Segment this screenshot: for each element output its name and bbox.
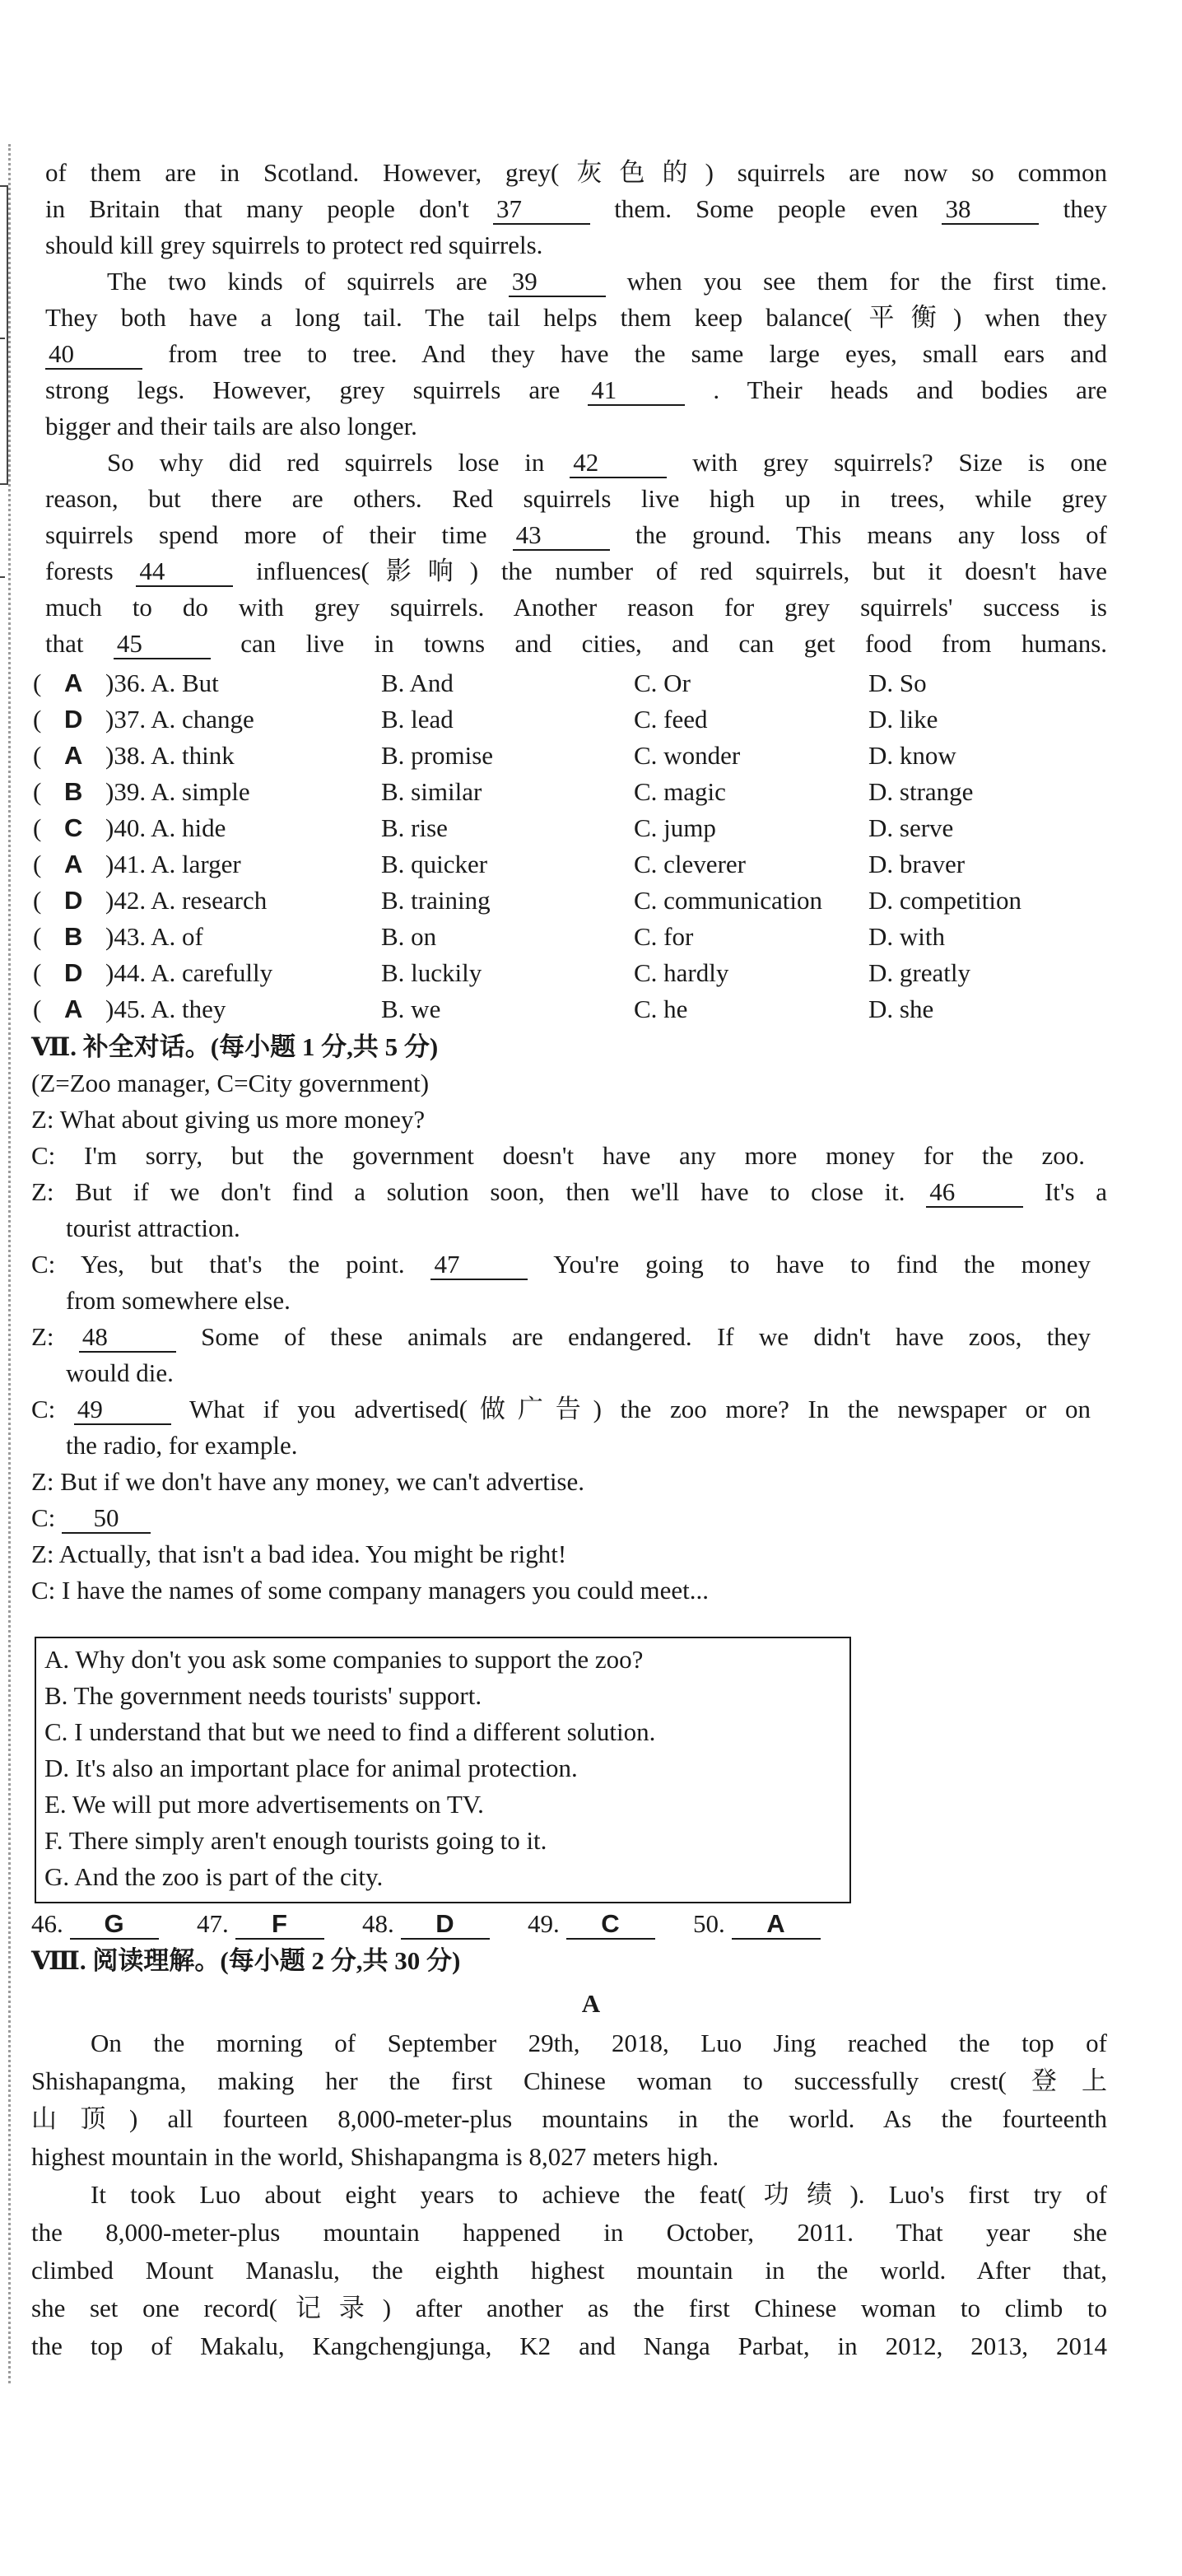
passage-line: squirrels spend more of their time 43 the ground. This means any loss of — [45, 520, 1108, 549]
blank-38: 38 — [942, 195, 1039, 225]
dialogue-line: would die. — [66, 1358, 174, 1387]
passage-line: strong legs. However, grey squirrels are 41 . Their heads and bodies are — [45, 375, 1107, 404]
blank-45: 45 — [114, 630, 211, 659]
binding-margin-tick — [0, 338, 5, 339]
binding-margin-dotted-line — [8, 144, 11, 2383]
passage-line: reason, but there are others. Red squirrels live high up in trees, while grey — [45, 484, 1107, 513]
dialogue-line: Z: What about giving us more money? — [31, 1105, 426, 1134]
answer-37: D — [64, 705, 83, 734]
dialogue-option: A. Why don't you ask some companies to support the zoo? — [44, 1645, 644, 1674]
blank-41: 41 — [588, 376, 685, 406]
passage-line: So why did red squirrels lose in 42 with grey squirrels? Size is one — [107, 448, 1108, 477]
answer-47: F — [235, 1910, 324, 1940]
blank-49: 49 — [74, 1395, 171, 1425]
answer-46: G — [70, 1910, 159, 1940]
blank-44: 44 — [136, 557, 233, 587]
passage-line: of them are in Scotland. However, grey(灰色的) squirrels are now so common — [45, 158, 1107, 187]
answer-50: A — [732, 1910, 821, 1940]
dialogue-line: C: I'm sorry, but the government doesn't have any more money for the zoo. — [31, 1141, 1085, 1170]
dialogue-answer-row: 46. G 47. F 48. D 49. C 50. A — [31, 1906, 821, 1942]
dialogue-legend: (Z=Zoo manager, C=City government) — [31, 1069, 430, 1097]
answer-42: D — [64, 886, 83, 915]
blank-48: 48 — [79, 1323, 176, 1353]
passage-line: should kill grey squirrels to protect red squirrels. — [45, 231, 543, 259]
passage-line: much to do with grey squirrels. Another reason for grey squirrels' success is — [45, 593, 1107, 622]
passage-line: in Britain that many people don't 37 them. Some people even 38 they — [45, 194, 1108, 223]
answer-39: B — [64, 777, 83, 806]
dialogue-line: Z: Actually, that isn't a bad idea. You might be right! — [31, 1540, 567, 1568]
reading-line: 山顶) all fourteen 8,000-meter-plus mountains in the world. As the fourteenth — [31, 2104, 1107, 2133]
reading-line: On the morning of September 29th, 2018, Luo Jing reached the top of — [91, 2029, 1107, 2057]
choice-row-40: ( C )40. A. hide B. rise C. jump D. serve — [33, 810, 1103, 846]
dialogue-option: D. It's also an important place for animal protection. — [44, 1754, 578, 1782]
dialogue-option: B. The government needs tourists' support. — [44, 1681, 482, 1710]
reading-line: she set one record(记录) after another as the first Chinese woman to climb to — [31, 2294, 1107, 2322]
passage-line: They both have a long tail. The tail helps them keep balance(平衡) when they — [45, 303, 1107, 332]
choice-row-41: ( A )41. A. larger B. quicker C. cleverer D. braver — [33, 846, 1103, 883]
dialogue-line: Z: But if we don't find a solution soon, then we'll have to close it. 46 It's a — [31, 1177, 1108, 1206]
dialogue-option: C. I understand that but we need to find a different solution. — [44, 1717, 656, 1746]
answer-45: A — [64, 995, 83, 1023]
choice-row-44: ( D )44. A. carefully B. luckily C. hardly D. greatly — [33, 955, 1103, 991]
reading-line: highest mountain in the world, Shishapangma is 8,027 meters high. — [31, 2142, 719, 2171]
choice-row-43: ( B )43. A. of B. on C. for D. with — [33, 919, 1103, 955]
passage-line: bigger and their tails are also longer. — [45, 412, 417, 440]
passage-line: forests 44 influences(影响) the number of red squirrels, but it doesn't have — [45, 557, 1108, 585]
dialogue-line: C: 49 What if you advertised(做广告) the zoo more? In the newspaper or on — [31, 1395, 1091, 1423]
passage-line: The two kinds of squirrels are 39 when you see them for the first time. — [107, 267, 1107, 296]
passage-line: that 45 can live in towns and cities, and can get food from humans. — [45, 629, 1108, 658]
binding-margin-bracket — [0, 185, 8, 485]
answer-38: A — [64, 741, 83, 770]
dialogue-line: Z: But if we don't have any money, we can't advertise. — [31, 1467, 585, 1496]
answer-36: A — [64, 668, 83, 697]
dialogue-line: tourist attraction. — [66, 1213, 240, 1242]
section-7-heading: Ⅶ. 补全对话。(每小题 1 分,共 5 分) — [31, 1032, 439, 1061]
dialogue-option: G. And the zoo is part of the city. — [44, 1862, 384, 1891]
reading-line: It took Luo about eight years to achieve the feat(功绩). Luo's first try of — [91, 2180, 1107, 2209]
dialogue-line: Z: 48 Some of these animals are endangered. If we didn't have zoos, they — [31, 1322, 1091, 1351]
reading-line: Shishapangma, making her the first Chinese woman to successfully crest(登上 — [31, 2066, 1107, 2095]
dialogue-option: F. There simply aren't enough tourists going to it. — [44, 1826, 547, 1855]
answer-44: D — [64, 958, 83, 987]
reading-part-title: A — [581, 1989, 601, 2018]
dialogue-line: C: 50 — [31, 1500, 1093, 1536]
blank-43: 43 — [513, 521, 610, 551]
dialogue-line: from somewhere else. — [66, 1286, 291, 1315]
choice-row-42: ( D )42. A. research B. training C. communication D. competition — [33, 883, 1103, 919]
choice-row-36: ( A )36. A. But B. And C. Or D. So — [33, 665, 1103, 701]
dialogue-line: C: Yes, but that's the point. 47 You're going to have to find the money — [31, 1250, 1091, 1279]
reading-line: the top of Makalu, Kangchengjunga, K2 and Nanga Parbat, in 2012, 2013, 2014 — [31, 2331, 1107, 2360]
passage-line: 40 from tree to tree. And they have the same large eyes, small ears and — [45, 336, 1107, 372]
answer-41: A — [64, 850, 83, 878]
blank-50: 50 — [62, 1504, 151, 1534]
dialogue-options-box — [35, 1637, 851, 1903]
answer-48: D — [401, 1910, 490, 1940]
blank-42: 42 — [570, 449, 667, 478]
reading-line: climbed Mount Manaslu, the eighth highest mountain in the world. After that, — [31, 2256, 1107, 2285]
dialogue-line: C: I have the names of some company managers you could meet... — [31, 1576, 709, 1605]
answer-49: C — [566, 1910, 655, 1940]
answer-43: B — [64, 922, 83, 951]
dialogue-line: the radio, for example. — [66, 1431, 298, 1460]
blank-40: 40 — [45, 340, 142, 370]
reading-line: the 8,000-meter-plus mountain happened in October, 2011. That year she — [31, 2218, 1107, 2247]
blank-47: 47 — [430, 1251, 528, 1280]
binding-margin-tick — [0, 576, 5, 578]
choice-row-38: ( A )38. A. think B. promise C. wonder D. know — [33, 738, 1103, 774]
choice-row-37: ( D )37. A. change B. lead C. feed D. like — [33, 701, 1103, 738]
blank-39: 39 — [509, 268, 606, 297]
blank-46: 46 — [926, 1178, 1023, 1208]
choice-row-45: ( A )45. A. they B. we C. he D. she — [33, 991, 1103, 1027]
answer-40: C — [64, 813, 83, 842]
section-8-heading: Ⅷ. 阅读理解。(每小题 2 分,共 30 分) — [31, 1946, 461, 1975]
choice-row-39: ( B )39. A. simple B. similar C. magic D. strange — [33, 774, 1103, 810]
blank-37: 37 — [493, 195, 590, 225]
dialogue-option: E. We will put more advertisements on TV. — [44, 1790, 484, 1819]
